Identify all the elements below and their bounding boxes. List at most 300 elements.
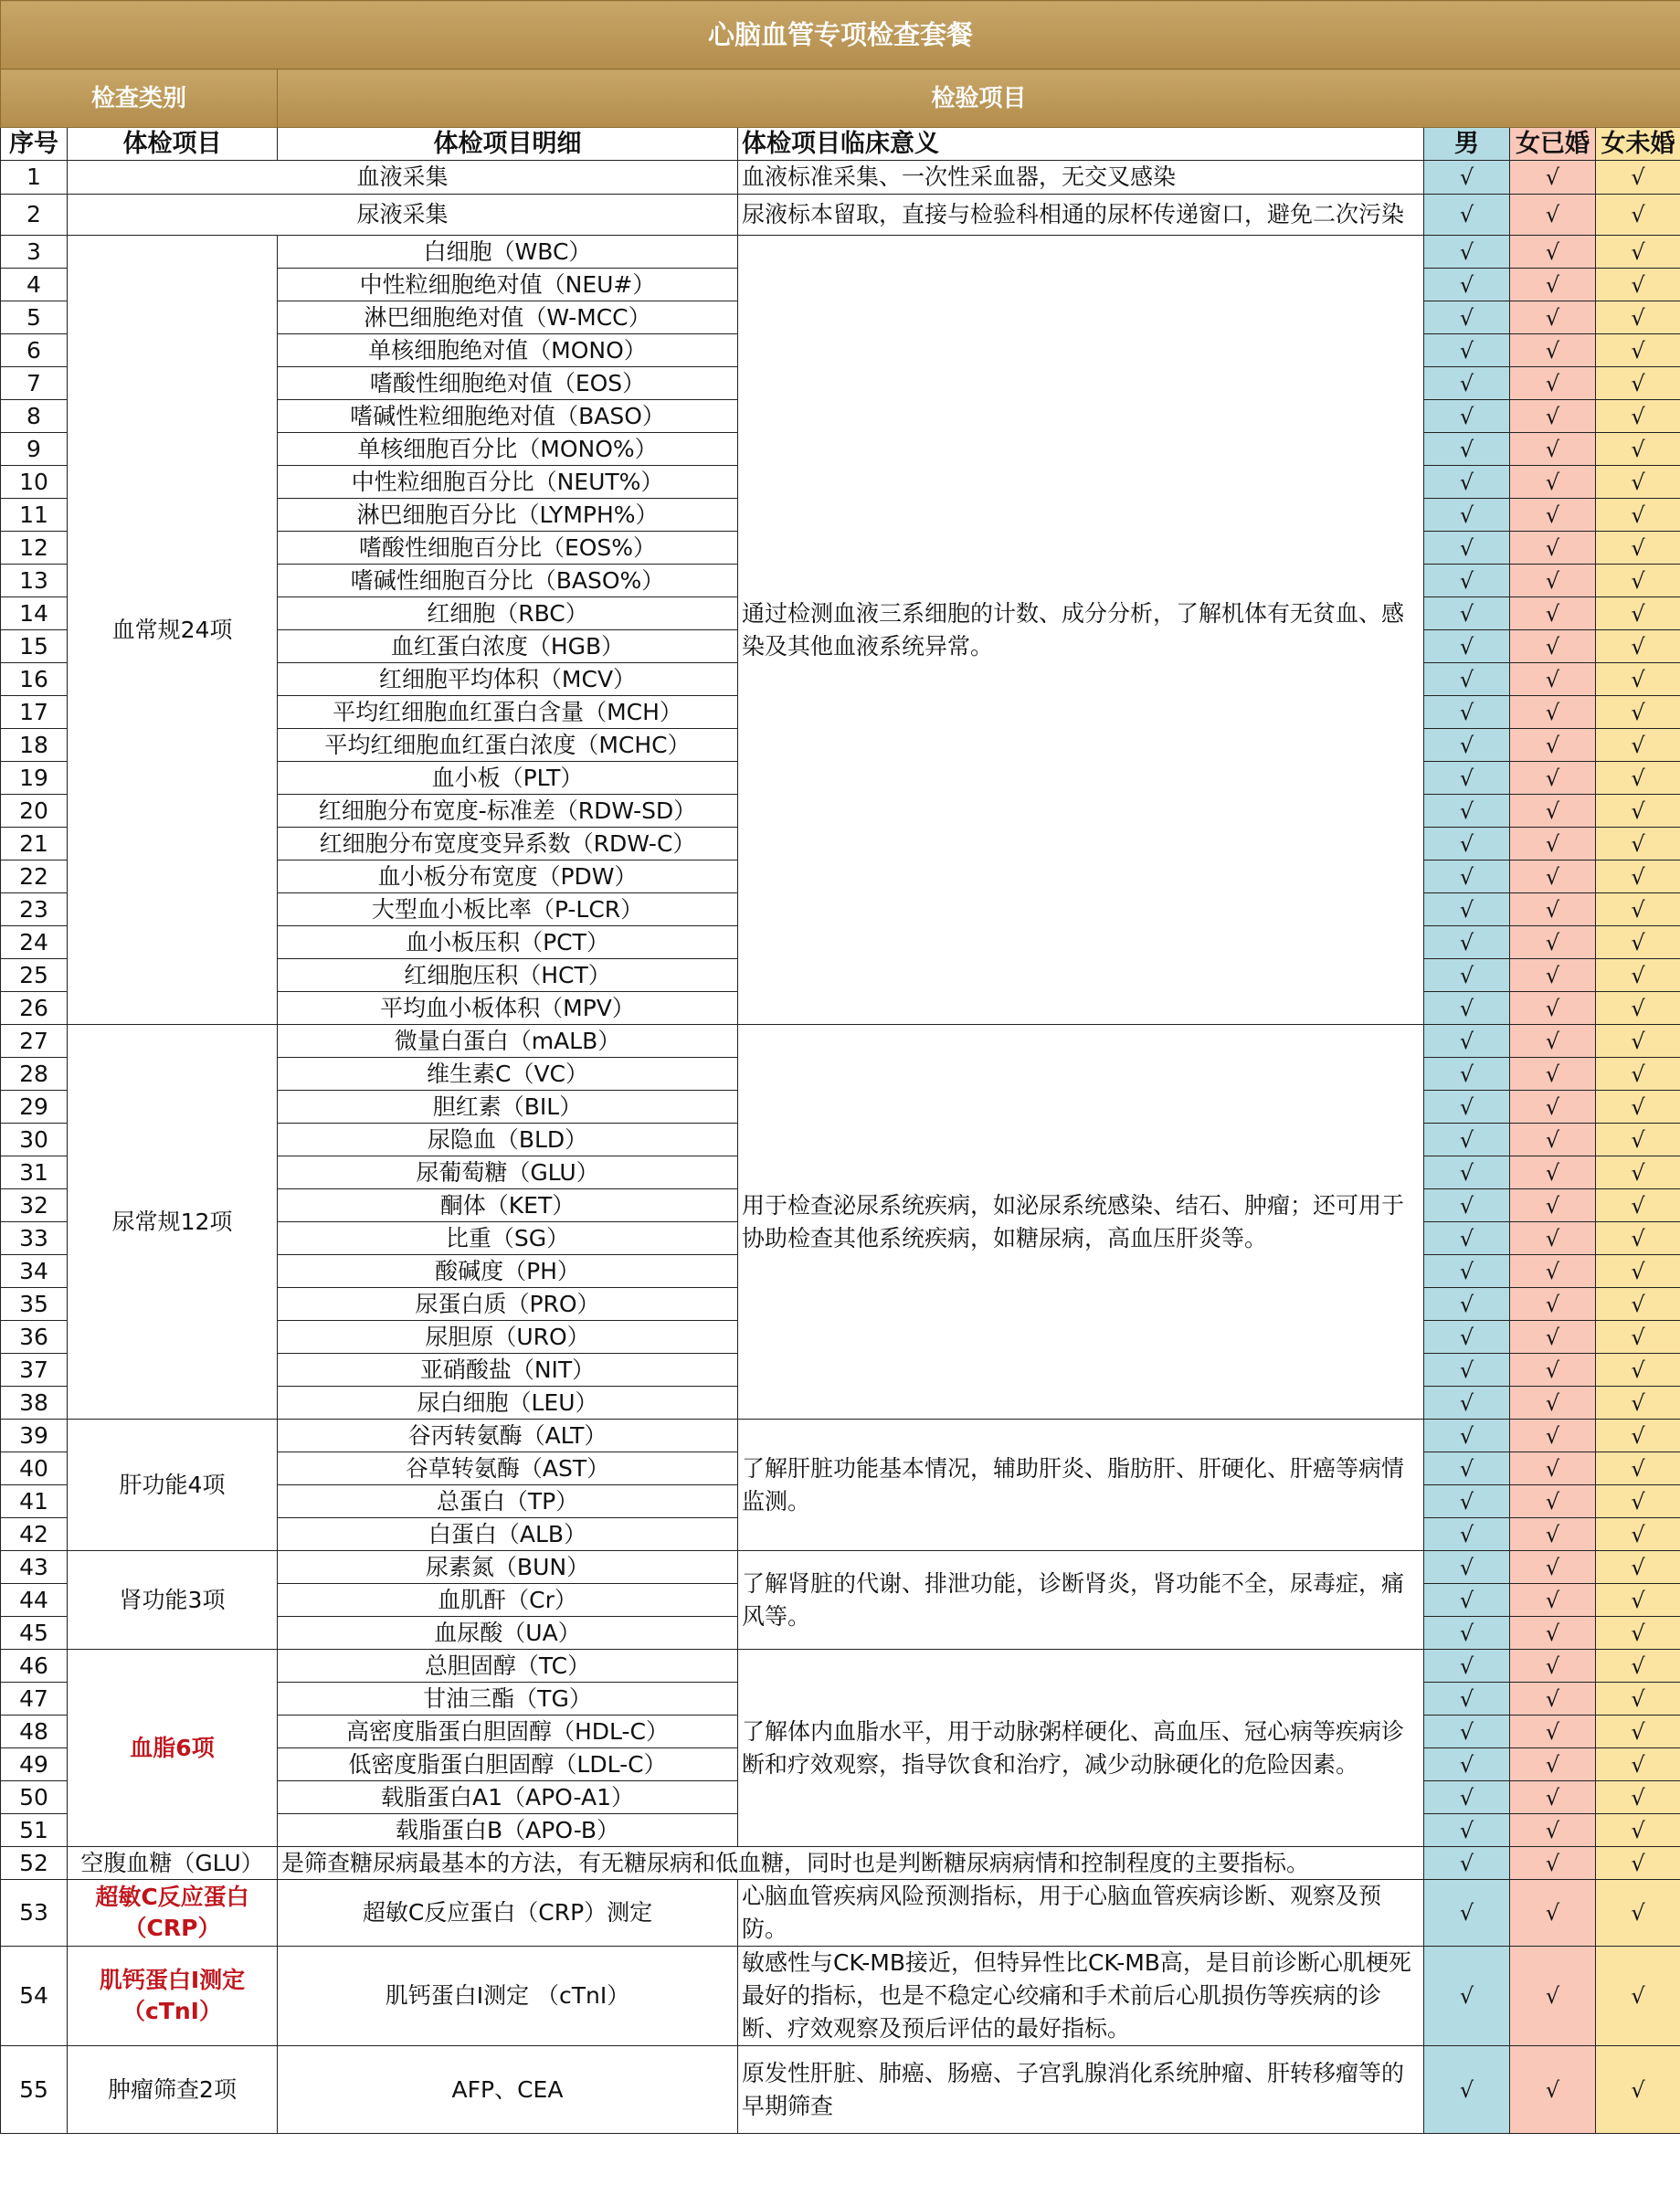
group-name-cell: 肾功能3项 — [68, 1551, 278, 1650]
seq-cell: 5 — [1, 301, 68, 334]
seq-cell: 47 — [1, 1683, 68, 1716]
male-check: √ — [1424, 269, 1510, 301]
female-single-check: √ — [1596, 367, 1680, 400]
seq-cell: 53 — [1, 1880, 68, 1947]
male-check: √ — [1424, 959, 1510, 992]
seq-cell: 12 — [1, 532, 68, 565]
female-married-check: √ — [1510, 1551, 1596, 1584]
seq-cell: 11 — [1, 499, 68, 532]
female-married-check: √ — [1510, 1880, 1596, 1947]
seq-cell: 51 — [1, 1814, 68, 1847]
table-row — [1, 195, 1680, 236]
seq-cell: 33 — [1, 1222, 68, 1255]
female-married-check: √ — [1510, 860, 1596, 893]
meaning-cell: 原发性肝脏、肺癌、肠癌、子宫乳腺消化系统肿瘤、肝转移瘤等的早期筛查 — [738, 2046, 1424, 2134]
table-row — [1, 161, 1680, 195]
female-married-check: √ — [1510, 729, 1596, 762]
detail-cell: 红细胞分布宽度-标准差（RDW-SD） — [278, 795, 738, 828]
detail-cell: 红细胞（RBC） — [278, 597, 738, 630]
male-check: √ — [1424, 1255, 1510, 1288]
seq-cell: 30 — [1, 1124, 68, 1156]
male-check: √ — [1424, 1748, 1510, 1781]
male-check: √ — [1424, 696, 1510, 729]
male-check: √ — [1424, 1518, 1510, 1551]
female-married-check: √ — [1510, 334, 1596, 367]
detail-cell: 胆红素（BIL） — [278, 1091, 738, 1124]
female-single-check: √ — [1596, 1880, 1680, 1947]
detail-cell: 红细胞压积（HCT） — [278, 959, 738, 992]
male-check: √ — [1424, 1124, 1510, 1156]
female-married-check: √ — [1510, 1452, 1596, 1485]
table-row — [1, 236, 1680, 269]
seq-cell: 6 — [1, 334, 68, 367]
seq-cell: 39 — [1, 1420, 68, 1452]
female-married-check: √ — [1510, 1058, 1596, 1091]
female-married-check: √ — [1510, 1321, 1596, 1354]
female-married-check: √ — [1510, 1716, 1596, 1748]
group-meaning-cell: 用于检查泌尿系统疾病，如泌尿系统感染、结石、肿瘤；还可用于协助检查其他系统疾病，如糖尿病，高血压肝炎等。 — [738, 1025, 1424, 1420]
female-single-check: √ — [1596, 1387, 1680, 1420]
detail-cell: 尿蛋白质（PRO） — [278, 1288, 738, 1321]
female-single-check: √ — [1596, 1551, 1680, 1584]
female-married-check: √ — [1510, 565, 1596, 597]
seq-cell: 16 — [1, 663, 68, 696]
detail-cell: 尿隐血（BLD） — [278, 1124, 738, 1156]
female-single-check: √ — [1596, 1189, 1680, 1222]
seq-cell: 27 — [1, 1025, 68, 1058]
female-married-check: √ — [1510, 1847, 1596, 1880]
female-single-check: √ — [1596, 1748, 1680, 1781]
seq-cell: 18 — [1, 729, 68, 762]
female-single-check: √ — [1596, 400, 1680, 433]
table-row — [1, 1420, 1680, 1452]
seq-cell: 44 — [1, 1584, 68, 1617]
female-single-check: √ — [1596, 762, 1680, 795]
female-single-check: √ — [1596, 1420, 1680, 1452]
detail-cell: 超敏C反应蛋白（CRP）测定 — [278, 1880, 738, 1947]
male-check: √ — [1424, 532, 1510, 565]
meaning-cell: 血液标准采集、一次性采血器，无交叉感染 — [738, 161, 1424, 195]
seq-cell: 21 — [1, 828, 68, 860]
detail-cell: 单核细胞百分比（MONO%） — [278, 433, 738, 466]
detail-cell: 亚硝酸盐（NIT） — [278, 1354, 738, 1387]
female-single-check: √ — [1596, 597, 1680, 630]
col-header-detail: 体检项目明细 — [278, 128, 738, 161]
male-check: √ — [1424, 663, 1510, 696]
seq-cell: 19 — [1, 762, 68, 795]
male-check: √ — [1424, 926, 1510, 959]
male-check: √ — [1424, 992, 1510, 1025]
female-single-check: √ — [1596, 301, 1680, 334]
detail-cell: 血红蛋白浓度（HGB） — [278, 630, 738, 663]
detail-cell: 总胆固醇（TC） — [278, 1650, 738, 1683]
female-married-check: √ — [1510, 1156, 1596, 1189]
meaning-cell: 是筛查糖尿病最基本的方法，有无糖尿病和低血糖，同时也是判断糖尿病病情和控制程度的主要指标。 — [278, 1847, 1424, 1880]
detail-cell: 血小板分布宽度（PDW） — [278, 860, 738, 893]
detail-cell: 嗜碱性粒细胞绝对值（BASO） — [278, 400, 738, 433]
detail-cell: 白细胞（WBC） — [278, 236, 738, 269]
female-single-check: √ — [1596, 1716, 1680, 1748]
female-married-check: √ — [1510, 893, 1596, 926]
detail-cell: 淋巴细胞百分比（LYMPH%） — [278, 499, 738, 532]
male-check: √ — [1424, 1781, 1510, 1814]
detail-cell: 总蛋白（TP） — [278, 1485, 738, 1518]
female-single-check: √ — [1596, 992, 1680, 1025]
male-check: √ — [1424, 795, 1510, 828]
female-single-check: √ — [1596, 269, 1680, 301]
male-check: √ — [1424, 161, 1510, 195]
col-header-seq: 序号 — [1, 128, 68, 161]
detail-cell: 血肌酐（Cr） — [278, 1584, 738, 1617]
female-married-check: √ — [1510, 1091, 1596, 1124]
male-check: √ — [1424, 1354, 1510, 1387]
female-married-check: √ — [1510, 1518, 1596, 1551]
female-married-check: √ — [1510, 1222, 1596, 1255]
female-married-check: √ — [1510, 795, 1596, 828]
male-check: √ — [1424, 334, 1510, 367]
table-row — [1, 1880, 1680, 1947]
female-married-check: √ — [1510, 195, 1596, 236]
seq-cell: 8 — [1, 400, 68, 433]
female-married-check: √ — [1510, 433, 1596, 466]
female-married-check: √ — [1510, 466, 1596, 499]
male-check: √ — [1424, 565, 1510, 597]
female-single-check: √ — [1596, 893, 1680, 926]
seq-cell: 32 — [1, 1189, 68, 1222]
female-married-check: √ — [1510, 236, 1596, 269]
seq-cell: 38 — [1, 1387, 68, 1420]
detail-cell: 甘油三酯（TG） — [278, 1683, 738, 1716]
male-check: √ — [1424, 1058, 1510, 1091]
female-married-check: √ — [1510, 1584, 1596, 1617]
detail-cell: 平均红细胞血红蛋白含量（MCH） — [278, 696, 738, 729]
detail-cell: 白蛋白（ALB） — [278, 1518, 738, 1551]
female-married-check: √ — [1510, 1354, 1596, 1387]
male-check: √ — [1424, 236, 1510, 269]
male-check: √ — [1424, 433, 1510, 466]
seq-cell: 43 — [1, 1551, 68, 1584]
table-row — [1, 1551, 1680, 1584]
female-married-check: √ — [1510, 400, 1596, 433]
detail-cell: 载脂蛋白A1（APO-A1） — [278, 1781, 738, 1814]
female-married-check: √ — [1510, 269, 1596, 301]
male-check: √ — [1424, 400, 1510, 433]
male-check: √ — [1424, 195, 1510, 236]
female-married-check: √ — [1510, 1748, 1596, 1781]
seq-cell: 24 — [1, 926, 68, 959]
seq-cell: 46 — [1, 1650, 68, 1683]
female-single-check: √ — [1596, 1485, 1680, 1518]
group-name-cell: 血脂6项 — [68, 1650, 278, 1847]
female-married-check: √ — [1510, 1189, 1596, 1222]
detail-cell: 肌钙蛋白I测定 （cTnI） — [278, 1947, 738, 2046]
female-married-check: √ — [1510, 1255, 1596, 1288]
seq-cell: 25 — [1, 959, 68, 992]
seq-cell: 1 — [1, 161, 68, 195]
detail-cell: 平均红细胞血红蛋白浓度（MCHC） — [278, 729, 738, 762]
detail-cell: 微量白蛋白（mALB） — [278, 1025, 738, 1058]
male-check: √ — [1424, 1288, 1510, 1321]
male-check: √ — [1424, 466, 1510, 499]
female-single-check: √ — [1596, 2046, 1680, 2134]
meaning-cell: 心脑血管疾病风险预测指标，用于心脑血管疾病诊断、观察及预防。 — [738, 1880, 1424, 1947]
seq-cell: 2 — [1, 195, 68, 236]
seq-cell: 26 — [1, 992, 68, 1025]
seq-cell: 3 — [1, 236, 68, 269]
female-married-check: √ — [1510, 1814, 1596, 1847]
detail-cell: 血小板压积（PCT） — [278, 926, 738, 959]
female-single-check: √ — [1596, 1617, 1680, 1650]
male-check: √ — [1424, 1452, 1510, 1485]
female-single-check: √ — [1596, 466, 1680, 499]
female-married-check: √ — [1510, 926, 1596, 959]
category-group-header: 检查类别 — [1, 69, 278, 128]
male-check: √ — [1424, 499, 1510, 532]
group-meaning-cell: 通过检测血液三系细胞的计数、成分分析，了解机体有无贫血、感染及其他血液系统异常。 — [738, 236, 1424, 1025]
female-single-check: √ — [1596, 565, 1680, 597]
seq-cell: 34 — [1, 1255, 68, 1288]
seq-cell: 55 — [1, 2046, 68, 2134]
female-single-check: √ — [1596, 1518, 1680, 1551]
female-married-check: √ — [1510, 1025, 1596, 1058]
col-header-male: 男 — [1424, 128, 1510, 161]
seq-cell: 7 — [1, 367, 68, 400]
female-married-check: √ — [1510, 597, 1596, 630]
item-cell: 尿液采集 — [68, 195, 738, 236]
seq-cell: 45 — [1, 1617, 68, 1650]
seq-cell: 13 — [1, 565, 68, 597]
detail-cell: 单核细胞绝对值（MONO） — [278, 334, 738, 367]
male-check: √ — [1424, 1025, 1510, 1058]
table-row — [1, 1650, 1680, 1683]
female-single-check: √ — [1596, 433, 1680, 466]
detail-cell: 比重（SG） — [278, 1222, 738, 1255]
seq-cell: 37 — [1, 1354, 68, 1387]
meaning-cell: 尿液标本留取，直接与检验科相通的尿杯传递窗口，避免二次污染 — [738, 195, 1424, 236]
female-married-check: √ — [1510, 1485, 1596, 1518]
female-single-check: √ — [1596, 926, 1680, 959]
seq-cell: 29 — [1, 1091, 68, 1124]
col-header-meaning: 体检项目临床意义 — [738, 128, 1424, 161]
female-married-check: √ — [1510, 2046, 1596, 2134]
male-check: √ — [1424, 1617, 1510, 1650]
seq-cell: 42 — [1, 1518, 68, 1551]
female-married-check: √ — [1510, 663, 1596, 696]
seq-cell: 14 — [1, 597, 68, 630]
detail-cell: AFP、CEA — [278, 2046, 738, 2134]
seq-cell: 40 — [1, 1452, 68, 1485]
male-check: √ — [1424, 367, 1510, 400]
col-header-item: 体检项目 — [68, 128, 278, 161]
male-check: √ — [1424, 1420, 1510, 1452]
col-header-female-single: 女未婚 — [1596, 128, 1680, 161]
male-check: √ — [1424, 1947, 1510, 2046]
page-title: 心脑血管专项检查套餐 — [1, 1, 1680, 69]
group-meaning-cell: 了解肾脏的代谢、排泄功能，诊断肾炎，肾功能不全，尿毒症，痛风等。 — [738, 1551, 1424, 1650]
female-married-check: √ — [1510, 1420, 1596, 1452]
item-cell: 肌钙蛋白I测定（cTnI） — [68, 1947, 278, 2046]
seq-cell: 9 — [1, 433, 68, 466]
female-single-check: √ — [1596, 729, 1680, 762]
female-single-check: √ — [1596, 1222, 1680, 1255]
female-single-check: √ — [1596, 1091, 1680, 1124]
detail-cell: 尿白细胞（LEU） — [278, 1387, 738, 1420]
female-single-check: √ — [1596, 1452, 1680, 1485]
female-single-check: √ — [1596, 236, 1680, 269]
female-single-check: √ — [1596, 1321, 1680, 1354]
item-cell: 超敏C反应蛋白（CRP） — [68, 1880, 278, 1947]
detail-cell: 嗜酸性细胞百分比（EOS%） — [278, 532, 738, 565]
table-row — [1, 1947, 1680, 2046]
male-check: √ — [1424, 762, 1510, 795]
item-cell: 血液采集 — [68, 161, 738, 195]
detail-cell: 高密度脂蛋白胆固醇（HDL-C） — [278, 1716, 738, 1748]
col-header-female-married: 女已婚 — [1510, 128, 1596, 161]
female-single-check: √ — [1596, 959, 1680, 992]
male-check: √ — [1424, 1716, 1510, 1748]
male-check: √ — [1424, 1880, 1510, 1947]
female-married-check: √ — [1510, 1683, 1596, 1716]
detail-cell: 血小板（PLT） — [278, 762, 738, 795]
female-married-check: √ — [1510, 1617, 1596, 1650]
male-check: √ — [1424, 1683, 1510, 1716]
detail-cell: 尿胆原（URO） — [278, 1321, 738, 1354]
detail-cell: 酸碱度（PH） — [278, 1255, 738, 1288]
detail-cell: 大型血小板比率（P-LCR） — [278, 893, 738, 926]
detail-cell: 谷丙转氨酶（ALT） — [278, 1420, 738, 1452]
detail-cell: 嗜酸性细胞绝对值（EOS） — [278, 367, 738, 400]
male-check: √ — [1424, 729, 1510, 762]
male-check: √ — [1424, 597, 1510, 630]
female-single-check: √ — [1596, 1025, 1680, 1058]
male-check: √ — [1424, 2046, 1510, 2134]
seq-cell: 4 — [1, 269, 68, 301]
female-married-check: √ — [1510, 1650, 1596, 1683]
male-check: √ — [1424, 1485, 1510, 1518]
detail-cell: 尿素氮（BUN） — [278, 1551, 738, 1584]
table-row — [1, 1025, 1680, 1058]
detail-cell: 维生素C（VC） — [278, 1058, 738, 1091]
female-single-check: √ — [1596, 1354, 1680, 1387]
male-check: √ — [1424, 1387, 1510, 1420]
female-married-check: √ — [1510, 630, 1596, 663]
seq-cell: 15 — [1, 630, 68, 663]
female-married-check: √ — [1510, 367, 1596, 400]
female-married-check: √ — [1510, 1288, 1596, 1321]
male-check: √ — [1424, 630, 1510, 663]
detail-cell: 中性粒细胞绝对值（NEU#） — [278, 269, 738, 301]
male-check: √ — [1424, 1584, 1510, 1617]
table-row — [1, 1847, 1680, 1880]
seq-cell: 35 — [1, 1288, 68, 1321]
female-married-check: √ — [1510, 992, 1596, 1025]
item-cell: 空腹血糖（GLU） — [68, 1847, 278, 1880]
seq-cell: 54 — [1, 1947, 68, 2046]
female-single-check: √ — [1596, 1650, 1680, 1683]
table-row — [1, 2046, 1680, 2134]
female-single-check: √ — [1596, 1814, 1680, 1847]
female-single-check: √ — [1596, 1058, 1680, 1091]
detail-cell: 血尿酸（UA） — [278, 1617, 738, 1650]
female-single-check: √ — [1596, 195, 1680, 236]
female-married-check: √ — [1510, 1124, 1596, 1156]
seq-cell: 17 — [1, 696, 68, 729]
seq-cell: 23 — [1, 893, 68, 926]
female-single-check: √ — [1596, 1781, 1680, 1814]
female-single-check: √ — [1596, 828, 1680, 860]
female-single-check: √ — [1596, 499, 1680, 532]
female-married-check: √ — [1510, 161, 1596, 195]
item-cell: 肿瘤筛查2项 — [68, 2046, 278, 2134]
female-single-check: √ — [1596, 1255, 1680, 1288]
detail-cell: 载脂蛋白B（APO-B） — [278, 1814, 738, 1847]
female-single-check: √ — [1596, 161, 1680, 195]
male-check: √ — [1424, 893, 1510, 926]
female-married-check: √ — [1510, 828, 1596, 860]
male-check: √ — [1424, 1156, 1510, 1189]
seq-cell: 49 — [1, 1748, 68, 1781]
detail-cell: 酮体（KET） — [278, 1189, 738, 1222]
seq-cell: 10 — [1, 466, 68, 499]
female-single-check: √ — [1596, 1847, 1680, 1880]
female-married-check: √ — [1510, 762, 1596, 795]
female-married-check: √ — [1510, 1387, 1596, 1420]
detail-cell: 低密度脂蛋白胆固醇（LDL-C） — [278, 1748, 738, 1781]
detail-cell: 淋巴细胞绝对值（W-MCC） — [278, 301, 738, 334]
group-name-cell: 肝功能4项 — [68, 1420, 278, 1551]
seq-cell: 20 — [1, 795, 68, 828]
detail-cell: 中性粒细胞百分比（NEUT%） — [278, 466, 738, 499]
detail-cell: 红细胞分布宽度变异系数（RDW-C） — [278, 828, 738, 860]
male-check: √ — [1424, 301, 1510, 334]
detail-cell: 谷草转氨酶（AST） — [278, 1452, 738, 1485]
seq-cell: 22 — [1, 860, 68, 893]
male-check: √ — [1424, 1091, 1510, 1124]
female-single-check: √ — [1596, 630, 1680, 663]
female-single-check: √ — [1596, 696, 1680, 729]
seq-cell: 41 — [1, 1485, 68, 1518]
female-single-check: √ — [1596, 334, 1680, 367]
detail-cell: 尿葡萄糖（GLU） — [278, 1156, 738, 1189]
female-single-check: √ — [1596, 1683, 1680, 1716]
detail-cell: 嗜碱性细胞百分比（BASO%） — [278, 565, 738, 597]
female-single-check: √ — [1596, 860, 1680, 893]
group-meaning-cell: 了解体内血脂水平，用于动脉粥样硬化、高血压、冠心病等疾病诊断和疗效观察，指导饮食和治疗，减少动脉硬化的危险因素。 — [738, 1650, 1424, 1847]
female-single-check: √ — [1596, 1124, 1680, 1156]
female-married-check: √ — [1510, 696, 1596, 729]
detail-cell: 红细胞平均体积（MCV） — [278, 663, 738, 696]
group-name-cell: 血常规24项 — [68, 236, 278, 1025]
seq-cell: 52 — [1, 1847, 68, 1880]
female-married-check: √ — [1510, 301, 1596, 334]
group-meaning-cell: 了解肝脏功能基本情况，辅助肝炎、脂肪肝、肝硬化、肝癌等病情监测。 — [738, 1420, 1424, 1551]
meaning-cell: 敏感性与CK-MB接近，但特异性比CK-MB高，是目前诊断心肌梗死最好的指标，也是不稳定心绞痛和手术前后心肌损伤等疾病的诊断、疗效观察及预后评估的最好指标。 — [738, 1947, 1424, 2046]
female-single-check: √ — [1596, 532, 1680, 565]
female-single-check: √ — [1596, 1156, 1680, 1189]
male-check: √ — [1424, 860, 1510, 893]
male-check: √ — [1424, 1650, 1510, 1683]
female-married-check: √ — [1510, 1947, 1596, 2046]
female-married-check: √ — [1510, 532, 1596, 565]
male-check: √ — [1424, 1321, 1510, 1354]
group-name-cell: 尿常规12项 — [68, 1025, 278, 1420]
seq-cell: 28 — [1, 1058, 68, 1091]
seq-cell: 36 — [1, 1321, 68, 1354]
female-single-check: √ — [1596, 1947, 1680, 2046]
female-married-check: √ — [1510, 1781, 1596, 1814]
female-single-check: √ — [1596, 663, 1680, 696]
seq-cell: 50 — [1, 1781, 68, 1814]
